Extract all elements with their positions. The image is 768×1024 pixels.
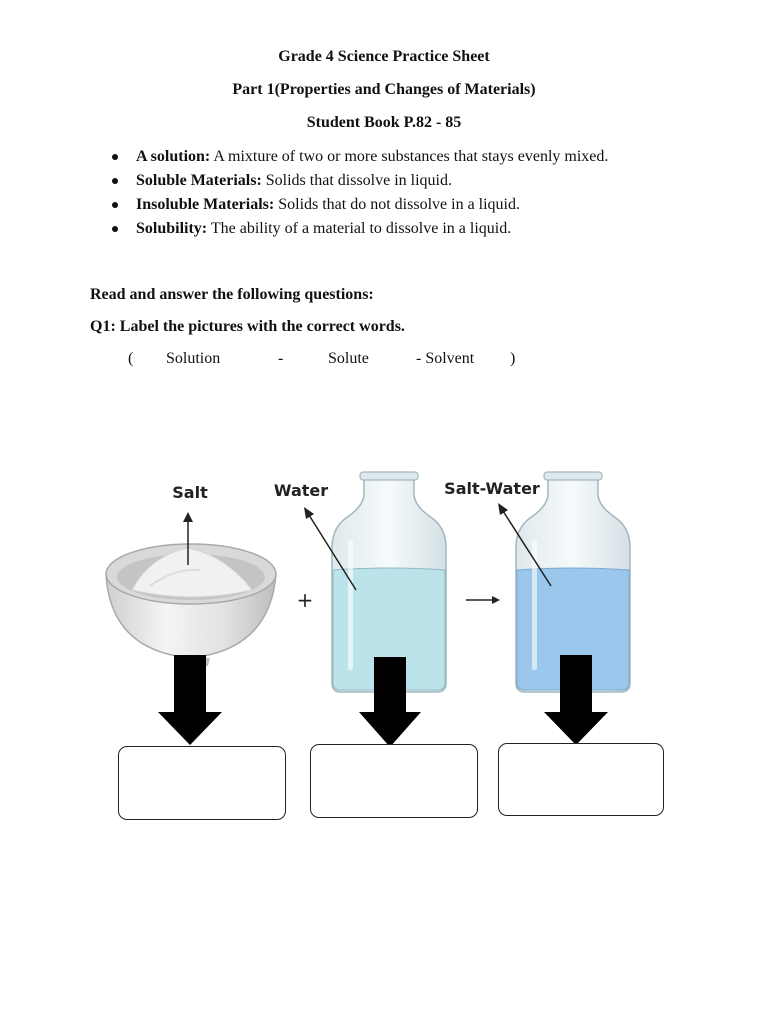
word-bank-open-paren: (: [128, 350, 134, 367]
definition-term: Solubility:: [136, 220, 208, 237]
plus-sign: +: [296, 588, 314, 612]
worksheet-title: Grade 4 Science Practice Sheet: [278, 48, 490, 65]
word-bank-solvent: - Solvent: [416, 350, 475, 367]
definition-text: A mixture of two or more substances that stays evenly mixed.: [210, 148, 609, 165]
word-bank-solute: Solute: [328, 350, 369, 367]
instructions-heading: Read and answer the following questions:: [90, 286, 374, 303]
word-bank-separator: -: [278, 350, 284, 367]
definition-text: Solids that do not dissolve in a liquid.: [274, 196, 520, 213]
word-bank-solution: Solution: [166, 350, 221, 367]
water-label: Water: [273, 481, 329, 500]
word-bank-close-paren: ): [510, 350, 516, 367]
salt-label: Salt: [172, 483, 208, 502]
answer-box-salt-water[interactable]: [498, 743, 664, 816]
answer-box-salt[interactable]: [118, 746, 286, 820]
down-arrow-icon: [158, 655, 222, 745]
definition-text: The ability of a material to dissolve in a liquid.: [207, 220, 512, 237]
definition-text: Solids that dissolve in liquid.: [261, 172, 452, 189]
definition-term: Insoluble Materials:: [136, 196, 275, 213]
salt-bowl-icon: [106, 544, 276, 666]
definition-term: Soluble Materials:: [136, 172, 262, 189]
book-reference: Student Book P.82 - 85: [306, 114, 462, 131]
question-1-heading: Q1: Label the pictures with the correct words.: [90, 318, 405, 335]
part-heading: Part 1(Properties and Changes of Materials): [232, 81, 536, 98]
answer-box-water[interactable]: [310, 744, 478, 818]
definition-term: A solution:: [136, 148, 211, 165]
salt-water-label: Salt-Water: [444, 479, 540, 498]
